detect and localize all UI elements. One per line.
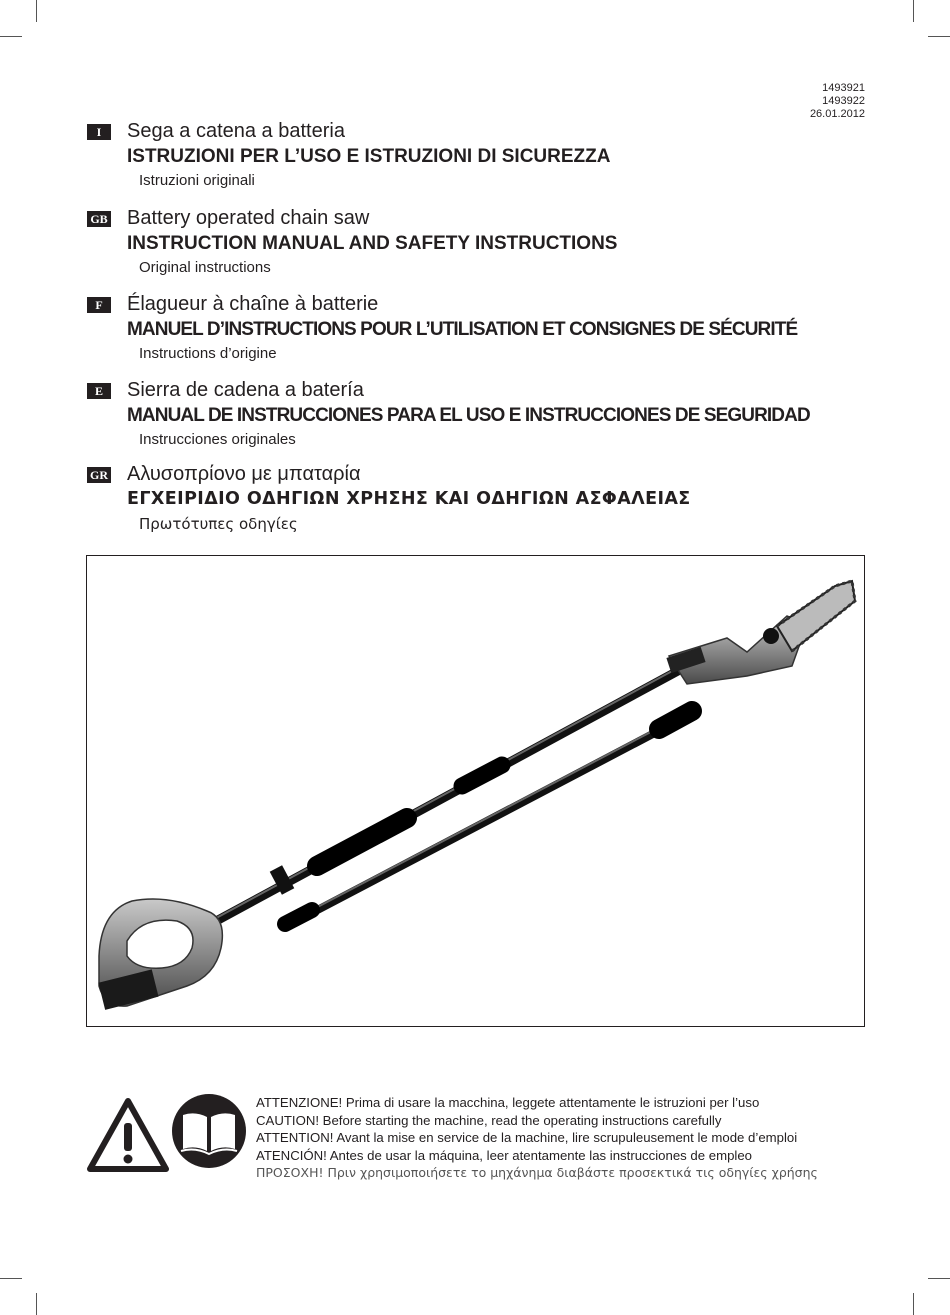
original-instructions-label: Instructions d’origine [139, 345, 277, 362]
document-date: 26.01.2012 [809, 108, 865, 120]
original-instructions-label: Πρωτότυπες οδηγίες [139, 515, 298, 533]
manual-subtitle: ΕΓΧΕΙΡΙΔΙΟ ΟΔΗΓΙΩΝ ΧΡΗΣΗΣ ΚΑΙ ΟΔΗΓΙΩΝ ΑΣΦΑΛΕΙΑΣ [127, 489, 691, 509]
safety-warnings [256, 1094, 818, 1182]
crop-mark [913, 1293, 914, 1315]
language-code-badge: F [87, 297, 111, 313]
warning-line-en: CAUTION! Before starting the machine, read the operating instructions carefully [256, 1112, 722, 1128]
crop-mark [36, 0, 37, 22]
document-codes [810, 82, 865, 121]
extension-tube [287, 716, 687, 926]
product-title: Sierra de cadena a batería [127, 379, 364, 401]
extension-coupling [285, 910, 312, 924]
original-instructions-label: Original instructions [139, 259, 271, 276]
warning-line-gr: ΠΡΟΣΟΧΗ! Πριν χρησιμοποιήσετε το μηχάνημα διαβάστε προσεκτικά τις οδηγίες χρήσης [256, 1165, 818, 1180]
saw-head [666, 581, 855, 684]
manual-subtitle: INSTRUCTION MANUAL AND SAFETY INSTRUCTIONS [127, 233, 618, 254]
crop-mark [0, 1278, 22, 1279]
manual-subtitle: MANUAL DE INSTRUCCIONES PARA EL USO E INSTRUCCIONES DE SEGURIDAD [127, 405, 810, 426]
warning-triangle-icon [86, 1095, 170, 1175]
battery-handle-unit [98, 899, 222, 1010]
language-code-badge: GR [87, 467, 111, 483]
language-code-badge: I [87, 124, 111, 140]
crop-mark [0, 36, 22, 37]
crop-mark [36, 1293, 37, 1315]
warning-line-it: ATTENZIONE! Prima di usare la macchina, leggete attentamente le istruzioni per l’uso [256, 1095, 760, 1110]
warning-line-es: ATENCIÓN! Antes de usar la máquina, leer atentamente las instrucciones de empleo [256, 1147, 753, 1163]
product-image [86, 555, 865, 1027]
warning-line-fr: ATTENTION! Avant la mise en service de la machine, lire scrupuleusement le mode d’emploi [256, 1130, 798, 1145]
product-title: Sega a catena a batteria [127, 120, 345, 142]
manual-subtitle: MANUEL D’INSTRUCTIONS POUR L’UTILISATION ET CONSIGNES DE SÉCURITÉ [127, 319, 798, 340]
language-code-badge: E [87, 383, 111, 399]
pole-chain-saw-illustration [87, 556, 864, 1026]
language-code-badge: GB [87, 211, 111, 227]
foam-grip [317, 818, 407, 866]
crop-mark [928, 1278, 950, 1279]
manual-subtitle: ISTRUZIONI PER L’USO E ISTRUZIONI DI SICUREZZA [127, 146, 611, 167]
coupling-grip [462, 765, 502, 786]
product-title: Αλυσοπρίονο με μπαταρία [127, 463, 361, 485]
original-instructions-label: Instrucciones originales [139, 431, 296, 448]
crop-mark [913, 0, 914, 22]
read-manual-icon [171, 1093, 247, 1169]
crop-mark [928, 36, 950, 37]
product-title: Élagueur à chaîne à batterie [127, 293, 379, 315]
article-number: 1493922 [822, 95, 865, 107]
product-title: Battery operated chain saw [127, 207, 370, 229]
extension-end-grip [659, 711, 692, 729]
article-number: 1493921 [822, 82, 865, 94]
original-instructions-label: Istruzioni originali [139, 172, 255, 189]
